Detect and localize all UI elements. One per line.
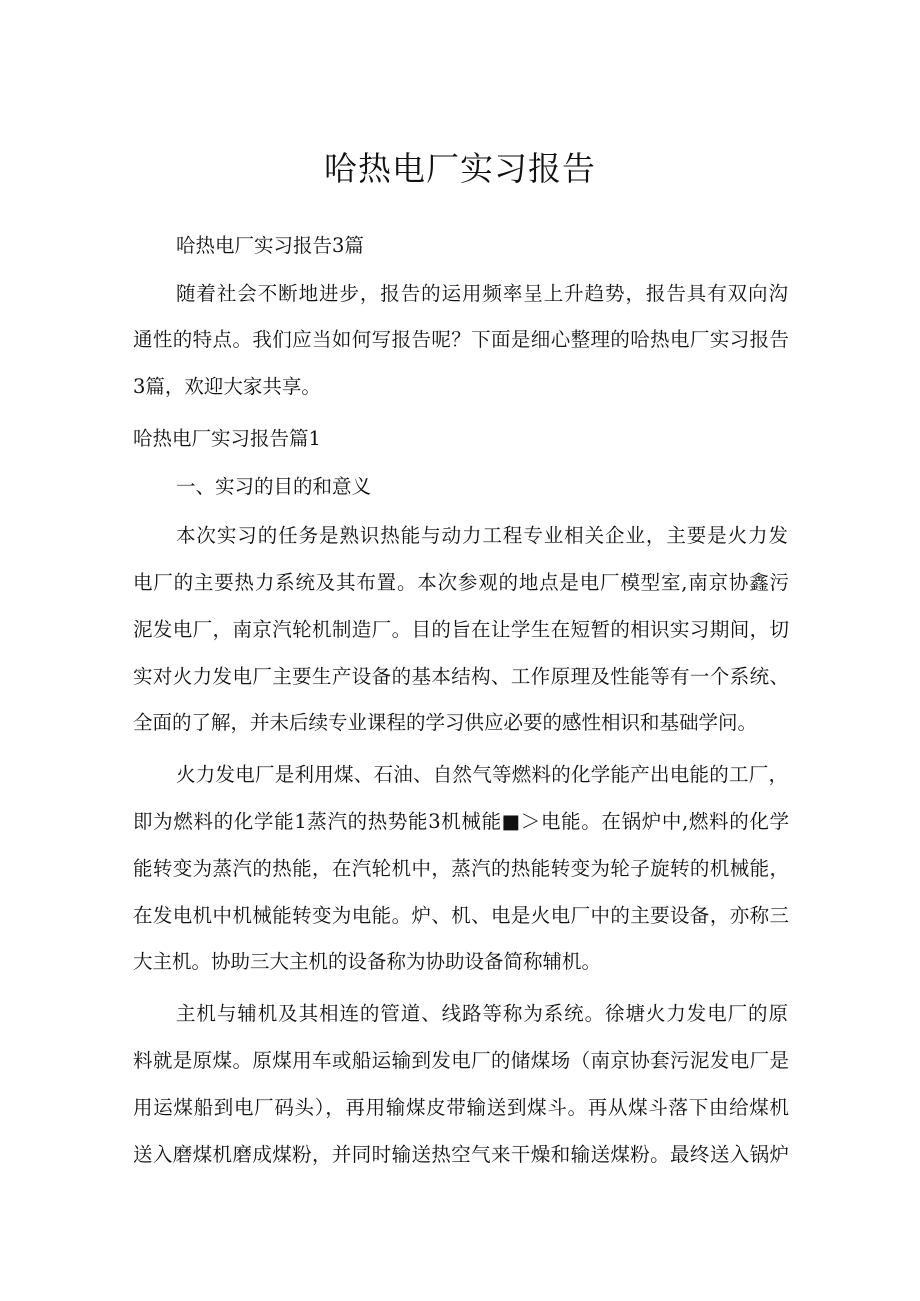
intro-paragraph-line: 随着社会不断地进步，报告的运用频率呈上升趋势，报告具有双向沟 <box>176 282 788 305</box>
body-paragraph-line: 用运煤船到电厂码头），再用输煤皮带输送到煤斗。再从煤斗落下由给煤机 <box>133 1096 789 1119</box>
document-title: 哈热电厂实习报告 <box>324 149 596 188</box>
body-paragraph-line: 在发电机中机械能转变为电能。炉、机、电是火电厂中的主要设备，亦称三 <box>133 904 789 927</box>
body-paragraph-line: 泥发电厂，南京汽轮机制造厂。目的旨在让学生在短暂的相识实习期间，切 <box>133 618 789 641</box>
body-paragraph-line: 主机与辅机及其相连的管道、线路等称为系统。徐塘火力发电厂的原 <box>176 1002 788 1025</box>
body-paragraph-line: 火力发电厂是利用煤、石油、自然气等燃料的化学能产出电能的工厂， <box>176 763 788 786</box>
body-paragraph-line: 送入磨煤机磨成煤粉，并同时输送热空气来干燥和输送煤粉。最终送入锅炉 <box>133 1143 789 1166</box>
body-paragraph-line: 能转变为蒸汽的热能，在汽轮机中，蒸汽的热能转变为轮子旋转的机械能， <box>133 857 789 880</box>
body-paragraph-line: 即为燃料的化学能1蒸汽的热势能3机械能■＞电能。在锅炉中,燃料的化学 <box>133 810 789 833</box>
body-paragraph-line: 本次实习的任务是熟识热能与动力工程专业相关企业，主要是火力发 <box>176 524 788 547</box>
body-paragraph-line: 电厂的主要热力系统及其布置。本次参观的地点是电厂模型室,南京协鑫污 <box>133 571 789 594</box>
intro-paragraph-line: 3篇，欢迎大家共享。 <box>133 375 321 398</box>
body-paragraph-line: 大主机。协助三大主机的设备称为协助设备简称辅机。 <box>133 950 602 973</box>
body-paragraph-line: 实对火力发电厂主要生产设备的基本结构、工作原理及性能等有一个系统、 <box>133 665 789 688</box>
subtitle-line: 哈热电厂实习报告3篇 <box>176 234 364 257</box>
section-heading: 哈热电厂实习报告篇1 <box>133 427 321 450</box>
subsection-heading: 一、实习的目的和意义 <box>176 475 372 498</box>
body-paragraph-line: 料就是原煤。原煤用车或船运输到发电厂的储煤场（南京协套污泥发电厂是 <box>133 1049 789 1072</box>
intro-paragraph-line: 通性的特点。我们应当如何写报告呢？下面是细心整理的哈热电厂实习报告 <box>133 328 789 351</box>
body-paragraph-line: 全面的了解，并未后续专业课程的学习供应必要的感性相识和基础学问。 <box>133 711 758 734</box>
